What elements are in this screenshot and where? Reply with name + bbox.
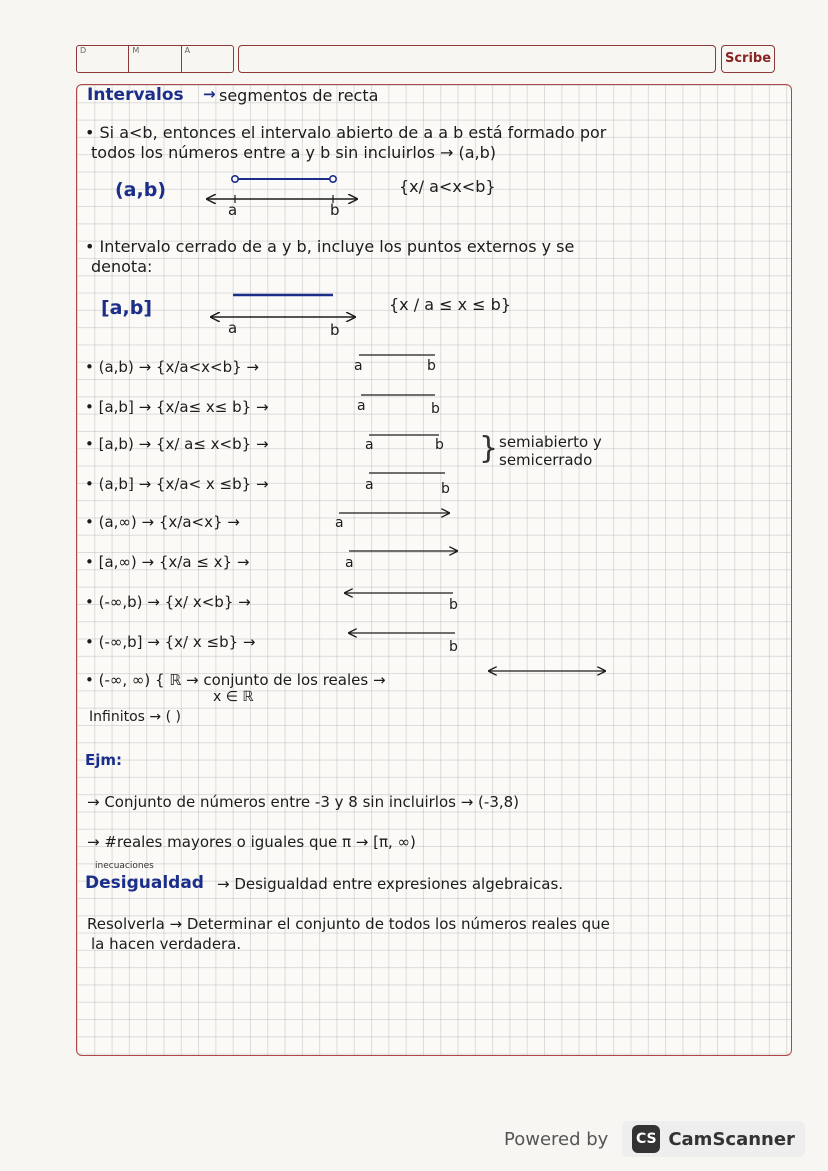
semi-brace: } bbox=[479, 431, 499, 466]
closed-interval-set: {x / a ≤ x ≤ b} bbox=[389, 295, 511, 314]
resolverla-text-1: Resolverla → Determinar el conjunto de todos los números reales que bbox=[87, 915, 610, 933]
reals-row: • (-∞, ∞) { ℝ → conjunto de los reales → bbox=[85, 671, 386, 689]
date-boxes bbox=[76, 45, 234, 73]
camscanner-icon: CS bbox=[632, 1125, 660, 1153]
resolverla-text-2: la hacen verdadera. bbox=[91, 935, 242, 953]
interval-row-6: • [a,∞) → {x/a ≤ x} → bbox=[85, 553, 250, 571]
semi-note-2: semicerrado bbox=[499, 451, 593, 469]
open-interval-set: {x/ a<x<b} bbox=[399, 177, 496, 196]
interval-row-4: • (a,b] → {x/a< x ≤b} → bbox=[85, 475, 269, 493]
interval-row-8: • (-∞,b] → {x/ x ≤b} → bbox=[85, 633, 256, 651]
notebook-page bbox=[76, 84, 792, 1056]
interval-row-1: • (a,b) → {x/a<x<b} → bbox=[85, 358, 259, 376]
open-interval-text-1: • Si a<b, entonces el intervalo abierto de a a b está formado por bbox=[85, 123, 607, 142]
year-box bbox=[182, 46, 233, 72]
month-box bbox=[129, 46, 181, 72]
open-point-a bbox=[232, 176, 238, 182]
interval-row-8-b: b bbox=[449, 639, 458, 655]
desigualdad-definition: → Desigualdad entre expresiones algebraicas. bbox=[217, 875, 564, 893]
year-label: A bbox=[184, 46, 191, 55]
interval-row-3-a: a bbox=[365, 437, 374, 453]
open-interval-text-2: todos los números entre a y b sin incluirlos → (a,b) bbox=[91, 143, 497, 162]
scribe-logo: Scribe bbox=[721, 45, 775, 73]
open-label-a: a bbox=[228, 201, 238, 219]
interval-row-7: • (-∞,b) → {x/ x<b} → bbox=[85, 593, 251, 611]
closed-interval-notation: [a,b] bbox=[101, 297, 153, 319]
example-2: → #reales mayores o iguales que π → [π, ∞) bbox=[87, 833, 416, 851]
interval-row-6-a: a bbox=[345, 555, 354, 571]
interval-row-1-b: b bbox=[427, 358, 436, 374]
month-label: M bbox=[132, 46, 140, 55]
interval-row-3: • [a,b) → {x/ a≤ x<b} → bbox=[85, 435, 269, 453]
example-1: → Conjunto de números entre -3 y 8 sin incluirlos → (-3,8) bbox=[87, 793, 520, 811]
page-title: Intervalos bbox=[87, 85, 184, 105]
footer bbox=[504, 1117, 805, 1161]
interval-row-3-b: b bbox=[435, 437, 444, 453]
camscanner-name: CamScanner bbox=[668, 1128, 795, 1150]
closed-label-a: a bbox=[228, 319, 238, 337]
open-interval-notation: (a,b) bbox=[115, 179, 167, 201]
interval-row-7-b: b bbox=[449, 597, 458, 613]
closed-label-b: b bbox=[330, 321, 340, 339]
number-lines bbox=[77, 85, 791, 1055]
title-subtitle: segmentos de recta bbox=[219, 86, 379, 105]
semi-note-1: semiabierto y bbox=[499, 433, 602, 451]
interval-row-1-a: a bbox=[354, 358, 363, 374]
interval-row-2-b: b bbox=[431, 401, 440, 417]
closed-interval-text-1: • Intervalo cerrado de a y b, incluye los puntos externos y se bbox=[85, 237, 575, 256]
examples-heading: Ejm: bbox=[85, 751, 123, 769]
desigualdad-heading: Desigualdad bbox=[85, 873, 204, 893]
closed-interval-text-2: denota: bbox=[91, 257, 153, 276]
open-label-b: b bbox=[330, 201, 340, 219]
powered-by-text: Powered by bbox=[504, 1128, 609, 1150]
camscanner-badge bbox=[622, 1121, 805, 1157]
day-label: D bbox=[80, 46, 87, 55]
day-box bbox=[77, 46, 129, 72]
interval-row-5-a: a bbox=[335, 515, 344, 531]
interval-row-2: • [a,b] → {x/a≤ x≤ b} → bbox=[85, 398, 269, 416]
title-box bbox=[238, 45, 716, 73]
interval-row-4-a: a bbox=[365, 477, 374, 493]
interval-row-2-a: a bbox=[357, 398, 366, 414]
interval-row-5: • (a,∞) → {x/a<x} → bbox=[85, 513, 240, 531]
inecuaciones-tag: inecuaciones bbox=[95, 861, 154, 871]
infinitos-text: Infinitos → ( ) bbox=[89, 709, 181, 725]
title-arrow: → bbox=[203, 85, 216, 103]
reals-row-sub: x ∈ ℝ bbox=[213, 689, 254, 705]
open-point-b bbox=[330, 176, 336, 182]
interval-row-4-b: b bbox=[441, 481, 450, 497]
